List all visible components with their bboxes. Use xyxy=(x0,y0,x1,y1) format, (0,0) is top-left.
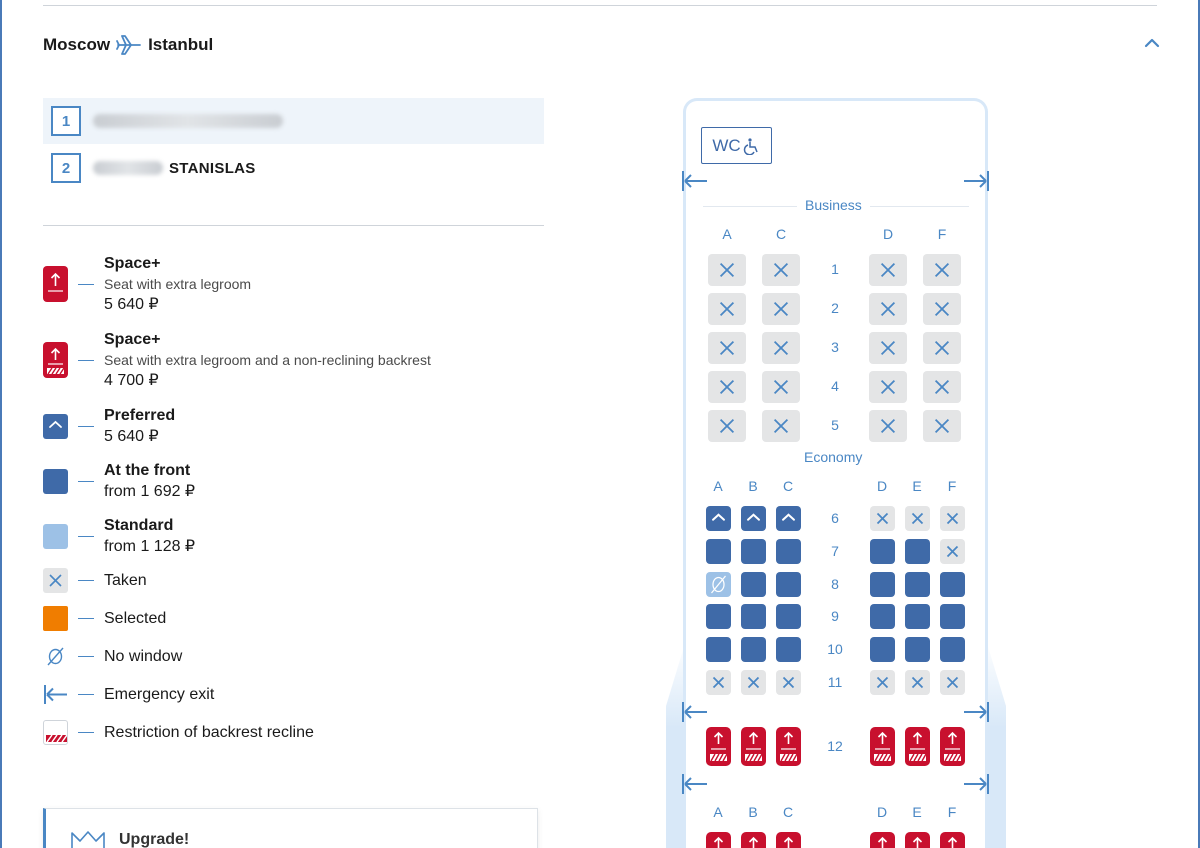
passenger-name-redacted xyxy=(93,114,283,128)
legend-selected xyxy=(43,606,166,631)
column-letter: F xyxy=(947,804,957,820)
emergency-exit-icon xyxy=(681,701,709,723)
space-plus-restricted-seat-icon xyxy=(43,342,68,378)
seat-1C xyxy=(762,254,800,286)
seat-7B[interactable] xyxy=(741,539,766,564)
legend-title: At the front xyxy=(104,462,191,479)
column-letter: D xyxy=(876,804,888,820)
standard-seat-icon xyxy=(43,524,68,549)
seat-9B[interactable] xyxy=(741,604,766,629)
seat-8E[interactable] xyxy=(905,572,930,597)
legend-taken xyxy=(43,568,147,593)
legend-price: from 1 692 ₽ xyxy=(104,483,196,500)
legend-exit xyxy=(43,682,214,707)
no-window-icon xyxy=(43,644,68,669)
selected-seat-icon xyxy=(43,606,68,631)
seat-next-row[interactable] xyxy=(940,832,965,848)
seat-7C[interactable] xyxy=(776,539,801,564)
seat-10C[interactable] xyxy=(776,637,801,662)
legend-price: from 1 128 ₽ xyxy=(104,538,196,555)
wing-right xyxy=(986,640,1006,848)
seat-8C[interactable] xyxy=(776,572,801,597)
legend-preferred xyxy=(43,405,175,447)
seat-4F xyxy=(923,371,961,403)
column-letter: F xyxy=(947,478,957,494)
seat-5F xyxy=(923,410,961,442)
legend-label: Taken xyxy=(104,572,147,589)
column-letter: A xyxy=(722,226,732,242)
seat-8A[interactable] xyxy=(706,572,731,597)
seat-next-row[interactable] xyxy=(905,832,930,848)
row-number: 2 xyxy=(831,300,839,316)
seat-3F xyxy=(923,332,961,364)
legend-price: 4 700 ₽ xyxy=(104,372,159,389)
column-letter: A xyxy=(713,478,723,494)
seat-5C xyxy=(762,410,800,442)
passenger-name: STANISLAS xyxy=(169,159,256,177)
row-number: 11 xyxy=(827,674,843,690)
wc-label: WC xyxy=(712,135,741,155)
seat-6A[interactable] xyxy=(706,506,731,531)
column-letter: C xyxy=(782,478,794,494)
passenger-row-1[interactable] xyxy=(43,98,544,144)
seat-6F xyxy=(940,506,965,531)
row-number: 1 xyxy=(831,261,839,277)
seat-11E xyxy=(905,670,930,695)
passenger-number: 1 xyxy=(51,106,81,136)
seat-12E[interactable] xyxy=(905,727,930,766)
seat-7E[interactable] xyxy=(905,539,930,564)
column-letter: B xyxy=(748,804,758,820)
seat-6E xyxy=(905,506,930,531)
emergency-exit-icon xyxy=(962,773,990,795)
column-letter: E xyxy=(912,478,922,494)
seat-11D xyxy=(870,670,895,695)
seat-2F xyxy=(923,293,961,325)
seat-3D xyxy=(869,332,907,364)
window-border-left xyxy=(0,0,2,848)
seat-8B[interactable] xyxy=(741,572,766,597)
column-letter: C xyxy=(782,804,794,820)
seat-11A xyxy=(706,670,731,695)
passenger-number: 2 xyxy=(51,153,81,183)
seat-5A xyxy=(708,410,746,442)
seat-10D[interactable] xyxy=(870,637,895,662)
seat-9D[interactable] xyxy=(870,604,895,629)
column-letter: A xyxy=(713,804,723,820)
taken-seat-icon xyxy=(43,568,68,593)
seat-4D xyxy=(869,371,907,403)
wheelchair-icon xyxy=(743,137,761,155)
upgrade-card[interactable] xyxy=(43,808,538,848)
passenger-surname-redacted xyxy=(93,161,163,175)
row-number: 5 xyxy=(831,417,839,433)
emergency-exit-icon xyxy=(681,170,709,192)
route-title xyxy=(43,33,213,57)
wc-sign xyxy=(701,127,772,164)
seat-9E[interactable] xyxy=(905,604,930,629)
legend-price: 5 640 ₽ xyxy=(104,428,159,445)
airplane-icon xyxy=(116,33,142,57)
seat-9A[interactable] xyxy=(706,604,731,629)
row-number: 8 xyxy=(831,576,839,592)
seat-12F[interactable] xyxy=(940,727,965,766)
seat-7F xyxy=(940,539,965,564)
legend-desc: Seat with extra legroom xyxy=(104,276,252,292)
row-number: 10 xyxy=(827,641,843,657)
seat-next-row[interactable] xyxy=(741,832,766,848)
divider xyxy=(43,225,544,226)
seat-6D xyxy=(870,506,895,531)
seat-12D[interactable] xyxy=(870,727,895,766)
legend-label: Selected xyxy=(104,610,167,627)
seat-7A[interactable] xyxy=(706,539,731,564)
seat-9C[interactable] xyxy=(776,604,801,629)
row-number: 9 xyxy=(831,608,839,624)
column-letter: E xyxy=(912,804,922,820)
seat-2C xyxy=(762,293,800,325)
passenger-row-2[interactable] xyxy=(43,145,544,191)
seat-4C xyxy=(762,371,800,403)
legend-standard xyxy=(43,515,195,557)
seat-11C xyxy=(776,670,801,695)
legend-label: Emergency exit xyxy=(104,686,215,703)
seat-10B[interactable] xyxy=(741,637,766,662)
column-letter: C xyxy=(775,226,787,242)
seat-next-row[interactable] xyxy=(776,832,801,848)
column-letter: B xyxy=(748,478,758,494)
row-number: 7 xyxy=(831,543,839,559)
cabin-label-economy: Economy xyxy=(796,449,870,465)
seat-12A[interactable] xyxy=(706,727,731,766)
row-number: 6 xyxy=(831,510,839,526)
preferred-seat-icon xyxy=(43,414,68,439)
cabin-label-business: Business xyxy=(797,197,870,213)
legend-no-window xyxy=(43,644,182,669)
seat-8D[interactable] xyxy=(870,572,895,597)
seat-3C xyxy=(762,332,800,364)
crown-icon xyxy=(70,829,106,848)
legend-label: No window xyxy=(104,648,183,665)
seat-1A xyxy=(708,254,746,286)
seat-4A xyxy=(708,371,746,403)
legend-title: Space+ xyxy=(104,255,161,272)
seat-2A xyxy=(708,293,746,325)
row-number: 3 xyxy=(831,339,839,355)
legend-title: Preferred xyxy=(104,407,176,424)
seat-7D[interactable] xyxy=(870,539,895,564)
seat-5D xyxy=(869,410,907,442)
legend-space-plus-norecline xyxy=(43,329,431,391)
emergency-exit-icon xyxy=(962,701,990,723)
chevron-up-icon[interactable] xyxy=(1143,36,1161,50)
seat-1D xyxy=(869,254,907,286)
seat-next-row[interactable] xyxy=(706,832,731,848)
seat-12C[interactable] xyxy=(776,727,801,766)
legend-title: Standard xyxy=(104,517,174,534)
emergency-exit-icon xyxy=(43,682,68,707)
emergency-exit-icon xyxy=(962,170,990,192)
row-number: 12 xyxy=(827,738,843,754)
column-letter: D xyxy=(882,226,894,242)
top-divider xyxy=(43,5,1157,6)
legend-front xyxy=(43,460,195,502)
emergency-exit-icon xyxy=(681,773,709,795)
column-letter: F xyxy=(937,226,947,242)
seat-3A xyxy=(708,332,746,364)
legend-restriction xyxy=(43,720,314,745)
front-seat-icon xyxy=(43,469,68,494)
seat-next-row[interactable] xyxy=(870,832,895,848)
legend-space-plus xyxy=(43,253,251,315)
legend-label: Restriction of backrest recline xyxy=(104,724,314,741)
upgrade-label: Upgrade! xyxy=(119,831,190,848)
seat-12B[interactable] xyxy=(741,727,766,766)
row-number: 4 xyxy=(831,378,839,394)
legend-desc: Seat with extra legroom and a non-reclining backrest xyxy=(104,352,431,368)
column-letter: D xyxy=(876,478,888,494)
legend-title: Space+ xyxy=(104,331,161,348)
seat-2D xyxy=(869,293,907,325)
route-destination: Istanbul xyxy=(148,35,214,54)
seat-10A[interactable] xyxy=(706,637,731,662)
seat-9F[interactable] xyxy=(940,604,965,629)
space-plus-seat-icon xyxy=(43,266,68,302)
seat-6C[interactable] xyxy=(776,506,801,531)
seat-8F[interactable] xyxy=(940,572,965,597)
seat-10F[interactable] xyxy=(940,637,965,662)
seat-10E[interactable] xyxy=(905,637,930,662)
seat-11B xyxy=(741,670,766,695)
seat-1F xyxy=(923,254,961,286)
legend-price: 5 640 ₽ xyxy=(104,296,159,313)
seat-6B[interactable] xyxy=(741,506,766,531)
seat-11F xyxy=(940,670,965,695)
recline-restriction-icon xyxy=(43,720,68,745)
route-origin: Moscow xyxy=(43,35,111,54)
